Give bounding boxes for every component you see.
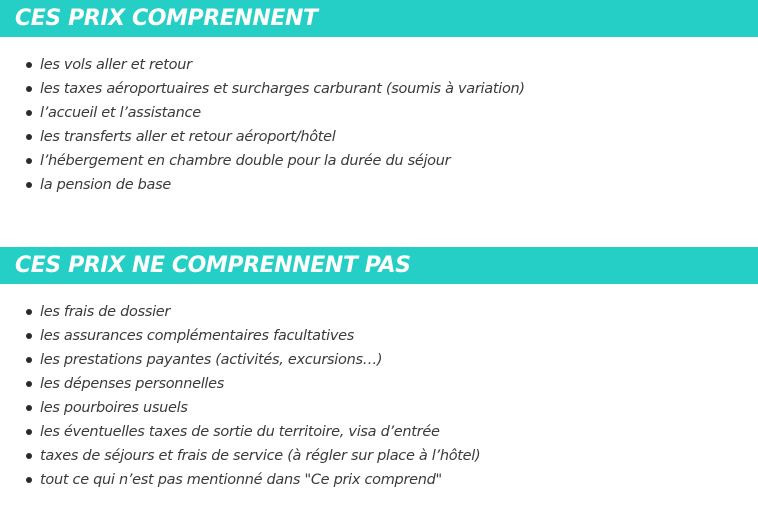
excluded-section-title: CES PRIX NE COMPRENNENT PAS: [0, 247, 758, 284]
bullet-icon: [26, 110, 32, 116]
list-item-text: l’hébergement en chambre double pour la durée du séjour: [40, 153, 451, 169]
bullet-icon: [26, 333, 32, 339]
bullet-icon: [26, 62, 32, 68]
included-section-title: CES PRIX COMPRENNENT: [0, 0, 758, 37]
list-item-text: taxes de séjours et frais de service (à régler sur place à l’hôtel): [40, 448, 481, 464]
list-item-text: les assurances complémentaires facultatives: [40, 328, 355, 344]
bullet-icon: [26, 86, 32, 92]
bullet-icon: [26, 453, 32, 459]
bullet-icon: [26, 405, 32, 411]
list-item: [0, 300, 480, 324]
list-item-text: les pourboires usuels: [40, 400, 188, 416]
bullet-icon: [26, 309, 32, 315]
included-items-list: [0, 53, 525, 197]
bullet-icon: [26, 477, 32, 483]
list-item: [0, 77, 525, 101]
list-item: [0, 125, 525, 149]
list-item-text: les vols aller et retour: [40, 57, 192, 73]
bullet-icon: [26, 134, 32, 140]
list-item: [0, 348, 480, 372]
bullet-icon: [26, 158, 32, 164]
list-item-text: les dépenses personnelles: [40, 376, 225, 392]
bullet-icon: [26, 357, 32, 363]
list-item: [0, 396, 480, 420]
list-item: [0, 468, 480, 492]
list-item-text: les éventuelles taxes de sortie du territoire, visa d’entrée: [40, 424, 440, 440]
list-item-text: les frais de dossier: [40, 304, 171, 320]
list-item: [0, 101, 525, 125]
list-item: [0, 53, 525, 77]
list-item-text: la pension de base: [40, 177, 171, 193]
list-item-text: les transferts aller et retour aéroport/hôtel: [40, 129, 336, 145]
list-item: [0, 372, 480, 396]
list-item: [0, 173, 525, 197]
bullet-icon: [26, 381, 32, 387]
excluded-items-list: [0, 300, 480, 492]
list-item: [0, 149, 525, 173]
list-item: [0, 444, 480, 468]
list-item-text: tout ce qui n’est pas mentionné dans "Ce prix comprend": [40, 472, 442, 488]
list-item-text: les taxes aéroportuaires et surcharges carburant (soumis à variation): [40, 81, 525, 97]
bullet-icon: [26, 182, 32, 188]
list-item: [0, 420, 480, 444]
list-item: [0, 324, 480, 348]
list-item-text: les prestations payantes (activités, excursions…): [40, 352, 383, 368]
bullet-icon: [26, 429, 32, 435]
list-item-text: l’accueil et l’assistance: [40, 105, 201, 121]
